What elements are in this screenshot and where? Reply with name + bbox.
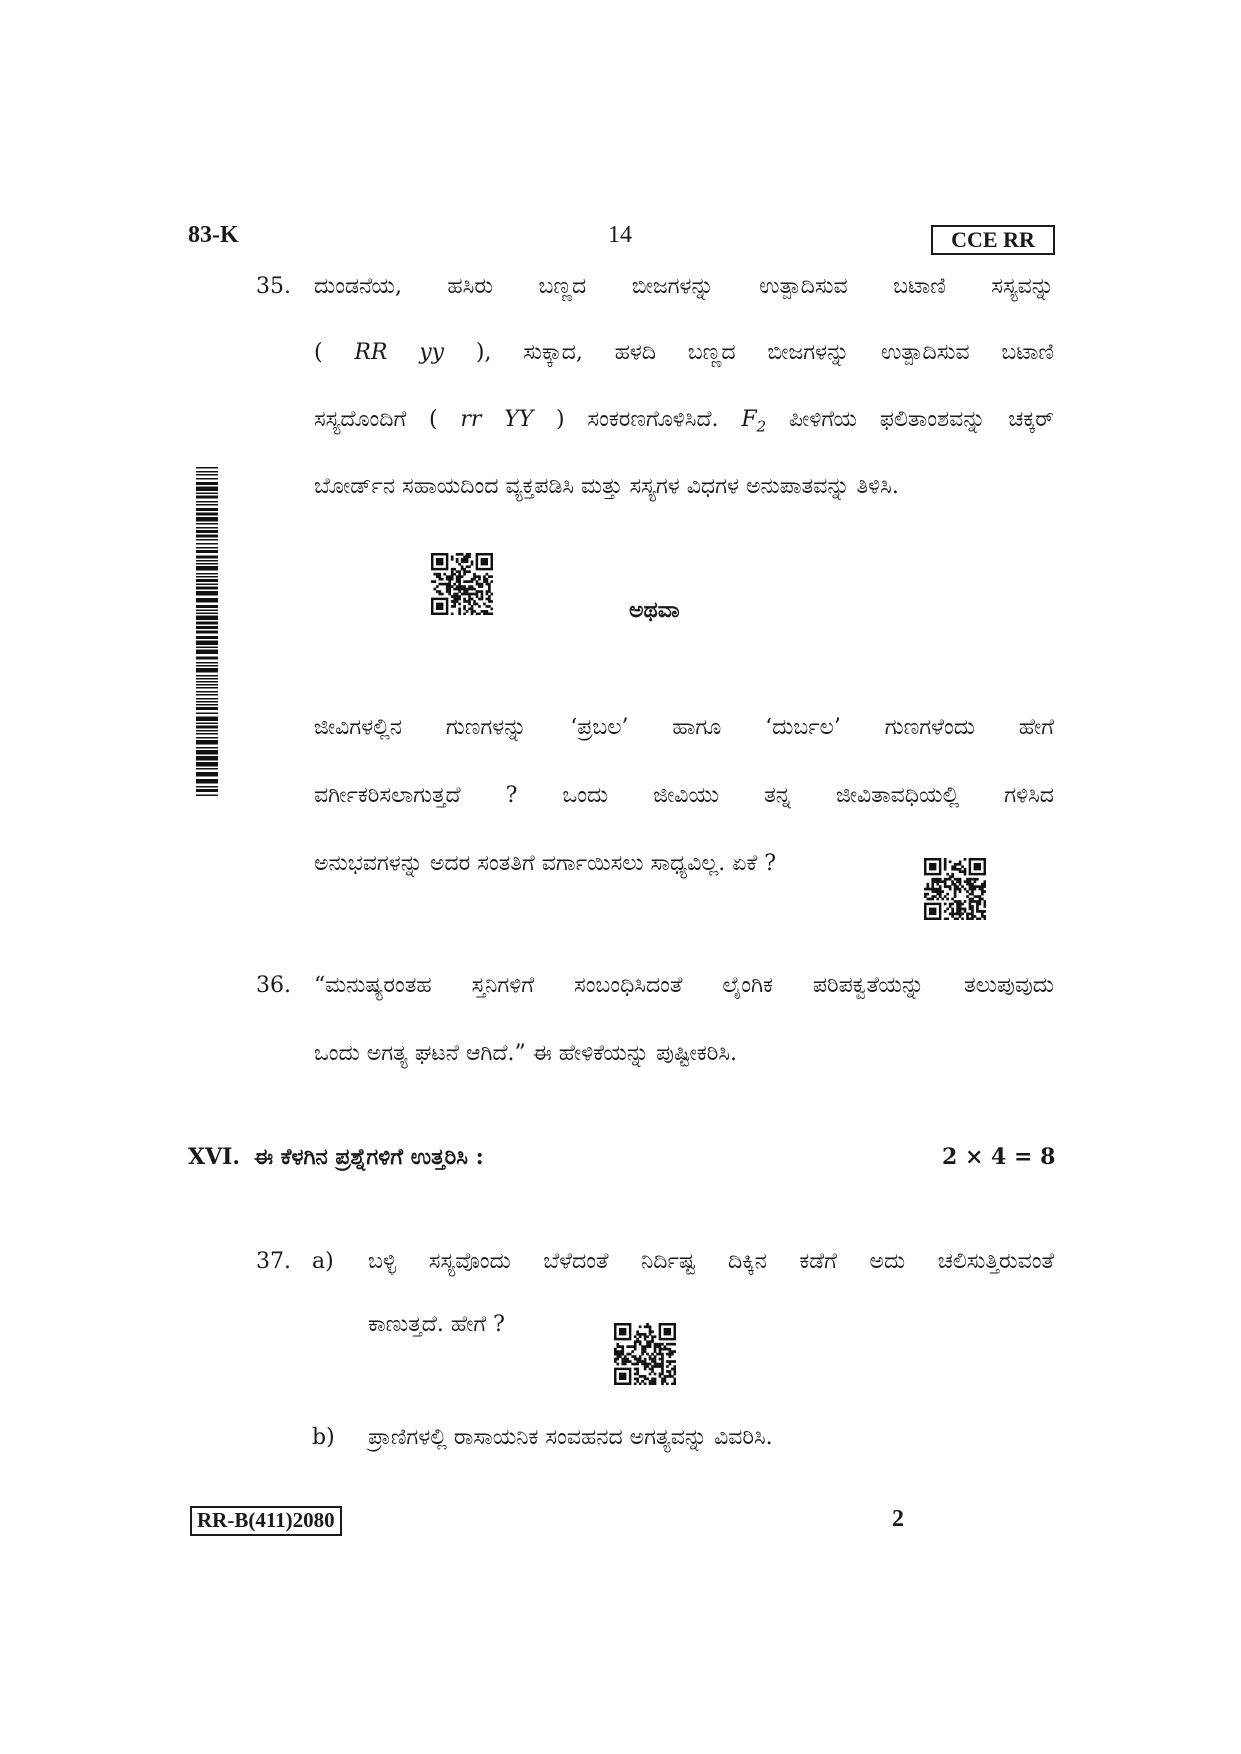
qr-code [614, 1323, 676, 1385]
q35-alt-line-1: ಜೀವಿಗಳಲ್ಲಿನ ಗುಣಗಳನ್ನು ‘ಪ್ರಬಲ’ ಹಾಗೂ ‘ದುರ್ಬಲ’ ಗುಣಗಳೆಂದು ಹೇಗೆ [314, 715, 1054, 740]
q37b-line-1: ಪ್ರಾಣಿಗಳಲ್ಲಿ ರಾಸಾಯನಿಕ ಸಂವಹನದ ಅಗತ್ಯವನ್ನು ವಿವರಿಸಿ. [368, 1425, 773, 1450]
q37a-line-1: ಬಳ್ಳಿ ಸಸ್ಯವೊಂದು ಬೆಳೆದಂತೆ ನಿರ್ದಿಷ್ಟ ದಿಕ್ಕಿನ ಕಡೆಗೆ ಅದು ಚಲಿಸುತ್ತಿರುವಂತೆ [368, 1249, 1054, 1274]
q35-line-2: ( RR yy ), ಸುಕ್ಕಾದ, ಹಳದಿ ಬಣ್ಣದ ಬೀಜಗಳನ್ನು ಉತ್ಪಾದಿಸುವ ಬಟಾಣಿ [314, 340, 1054, 365]
generation-f2: $F_2$ [741, 407, 767, 436]
q35-line-1: ದುಂಡನೆಯ, ಹಸಿರು ಬಣ್ಣದ ಬೀಜಗಳನ್ನು ಉತ್ಪಾದಿಸುವ ಬಟಾಣಿ ಸಸ್ಯವನ್ನು [314, 274, 1054, 299]
section-marks: 2 × 4 = 8 [942, 1144, 1056, 1170]
genotype-rryy-recessive: rr YY [460, 407, 534, 432]
page-number: 14 [608, 222, 632, 248]
question-number-37: 37. [256, 1249, 291, 1274]
genotype-rryy: RR yy [354, 340, 445, 365]
qr-code [431, 553, 493, 615]
sheet-number: 2 [892, 1506, 904, 1532]
question-number-35: 35. [256, 274, 291, 299]
q35-line-4: ಬೋರ್ಡ್‌ನ ಸಹಾಯದಿಂದ ವ್ಯಕ್ತಪಡಿಸಿ ಮತ್ತು ಸಸ್ಯಗಳ ವಿಧಗಳ ಅನುಪಾತವನ್ನು ತಿಳಿಸಿ. [314, 474, 899, 499]
paper-code: RR-B(411)2080 [190, 1506, 342, 1536]
q35-alt-line-3: ಅನುಭವಗಳನ್ನು ಅದರ ಸಂತತಿಗೆ ವರ್ಗಾಯಿಸಲು ಸಾಧ್ಯವಿಲ್ಲ. ಏಕೆ ? [314, 851, 777, 876]
barcode [196, 467, 218, 800]
or-label: ಅಥವಾ [629, 597, 680, 623]
qr-code [924, 858, 986, 920]
exam-badge: CCE RR [931, 225, 1055, 255]
q35-line-3: ಸಸ್ಯದೊಂದಿಗೆ ( rr YY ) ಸಂಕರಣಗೊಳಿಸಿದೆ. $F_2$ ಪೀಳಿಗೆಯ ಫಲಿತಾಂಶವನ್ನು ಚಕ್ಕರ್ [314, 407, 1054, 436]
section-title: ಈ ಕೆಳಗಿನ ಪ್ರಶ್ನೆಗಳಿಗೆ ಉತ್ತರಿಸಿ : [254, 1144, 484, 1170]
subject-code: 83-K [188, 222, 239, 248]
sub-question-a: a) [312, 1249, 334, 1274]
section-label: XVI. [188, 1144, 241, 1170]
q36-line-2: ಒಂದು ಅಗತ್ಯ ಘಟನೆ ಆಗಿದೆ.” ಈ ಹೇಳಿಕೆಯನ್ನು ಪುಷ್ಟೀಕರಿಸಿ. [314, 1041, 738, 1066]
q37a-line-2: ಕಾಣುತ್ತದೆ. ಹೇಗೆ ? [368, 1312, 505, 1337]
sub-question-b: b) [312, 1425, 335, 1450]
q36-line-1: “ಮನುಷ್ಯರಂತಹ ಸ್ತನಿಗಳಿಗೆ ಸಂಬಂಧಿಸಿದಂತೆ ಲೈಂಗಿಕ ಪರಿಪಕ್ವತೆಯನ್ನು ತಲುಪುವುದು [314, 973, 1054, 998]
question-number-36: 36. [256, 973, 291, 998]
q35-alt-line-2: ವರ್ಗೀಕರಿಸಲಾಗುತ್ತದೆ ? ಒಂದು ಜೀವಿಯು ತನ್ನ ಜೀವಿತಾವಧಿಯಲ್ಲಿ ಗಳಿಸಿದ [314, 783, 1054, 808]
